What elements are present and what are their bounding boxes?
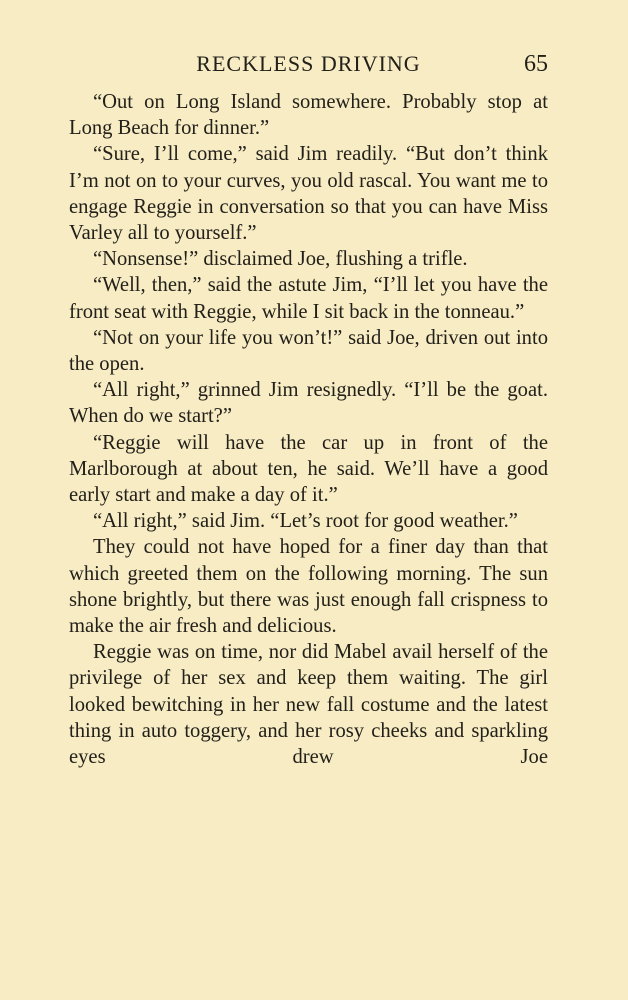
paragraph: “All right,” grinned Jim resignedly. “I’ll be the goat. When do we start?”: [69, 379, 548, 428]
paragraph: “Reggie will have the car up in front of the Marlborough at about ten, he said. We’ll have a good early start and make a day of it.”: [69, 431, 548, 507]
page-header: [69, 48, 548, 80]
paragraph: “Well, then,” said the astute Jim, “I’ll let you have the front seat with Reggie, while I sit back in the tonneau.”: [69, 274, 548, 323]
paragraph: “All right,” said Jim. “Let’s root for good weather.”: [93, 510, 518, 533]
paragraph: “Sure, I’ll come,” said Jim readily. “But don’t think I’m not on to your curves, you old rascal. You want me to engage Reggie in conversation so that you can have Miss Varley all to yourself.”: [69, 143, 548, 245]
page-number: 65: [524, 51, 548, 77]
paragraph: They could not have hoped for a finer day than that which greeted them on the following morning. The sun shone brightly, but there was just enough fall crispness to make the air fresh and delicious.: [69, 536, 548, 638]
paragraph: “Not on your life you won’t!” said Joe, driven out into the open.: [69, 326, 548, 376]
body-text: [69, 89, 548, 770]
paragraph: Reggie was on time, nor did Mabel avail herself of the privilege of her sex and keep them waiting. The girl looked bewitching in her new fall costume and the latest thing in auto toggery, and her rosy cheeks and sparkling eyes drew Joe: [69, 641, 548, 769]
running-title: RECKLESS DRIVING: [196, 51, 421, 76]
paragraph: “Nonsense!” disclaimed Joe, flushing a trifle.: [93, 248, 468, 271]
paragraph: “Out on Long Island somewhere. Probably stop at Long Beach for dinner.”: [69, 91, 548, 140]
